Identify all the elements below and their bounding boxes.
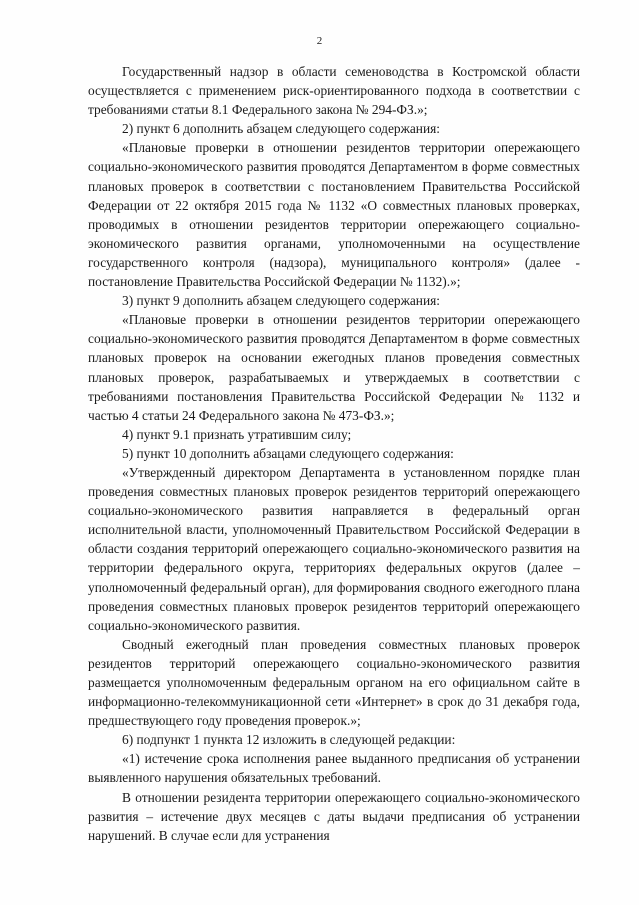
paragraph: 5) пункт 10 дополнить абзацами следующего содержания:: [122, 445, 454, 461]
paragraph: 2) пункт 6 дополнить абзацем следующего содержания:: [122, 121, 441, 137]
paragraph: «1) истечение срока исполнения ранее выданного предписания об устранении выявленного нарушения обязательных требований.: [88, 751, 580, 786]
document-body: [88, 62, 580, 845]
paragraph: «Плановые проверки в отношении резидентов территории опережающего социально-экономического развития проводятся Департаментом в форме совместных плановых проверок в соответствии с постановлением Правительства Российской Федерации от 22 октября 2015 года № 1132 «О совместных плановых проверках, проводимых в отношении резидентов территории опережающего социально-экономического развития органами, уполномоченными на осуществление государственного контроля (надзора), муниципального контроля» (далее - постановление Правительства Российской Федерации № 1132).»;: [88, 140, 580, 290]
paragraph: В отношении резидента территории опережающего социально-экономического развития – истечение двух месяцев с даты выдачи предписания об устранении нарушений. В случае если для устранения: [88, 789, 580, 843]
paragraph: 4) пункт 9.1 признать утратившим силу;: [122, 426, 352, 442]
paragraph: «Плановые проверки в отношении резидентов территории опережающего социально-экономического развития проводятся Департаментом в форме совместных плановых проверок на основании ежегодных планов проведения совместных плановых проверок, разрабатываемых и утверждаемых в соответствии с требованиями постановления Правительства Российской Федерации № 1132 и частью 4 статьи 24 Федерального закона № 473-ФЗ.»;: [88, 312, 580, 423]
paragraph: Сводный ежегодный план проведения совместных плановых проверок резидентов территорий опережающего социально-экономического развития размещается уполномоченным федеральным органом на его официальном сайте в информационно-телекоммуникационной сети «Интернет» в срок до 31 декабря года, предшествующего году проведения проверок.»;: [88, 636, 580, 729]
paragraph: 6) подпункт 1 пункта 12 изложить в следующей редакции:: [122, 732, 456, 748]
paragraph: 3) пункт 9 дополнить абзацем следующего содержания:: [122, 293, 441, 309]
paragraph: Государственный надзор в области семеноводства в Костромской области осуществляется с применением риск-ориентированного подхода в соответствии с требованиями статьи 8.1 Федерального закона № 294-ФЗ.»;: [88, 64, 580, 118]
page-number: 2: [316, 35, 323, 47]
paragraph: «Утвержденный директором Департамента в установленном порядке план проведения совместных плановых проверок резидентов территорий опережающего социально-экономического развития направляется в федеральный орган исполнительной власти, уполномоченный Правительством Российской Федерации в области создания территорий опережающего социально-экономического развития на территории федерального округа, территориях федеральных округов (далее – уполномоченный федеральный орган), для формирования сводного ежегодного плана проведения совместных плановых проверок резидентов территорий опережающего социально-экономического развития.: [88, 464, 580, 633]
